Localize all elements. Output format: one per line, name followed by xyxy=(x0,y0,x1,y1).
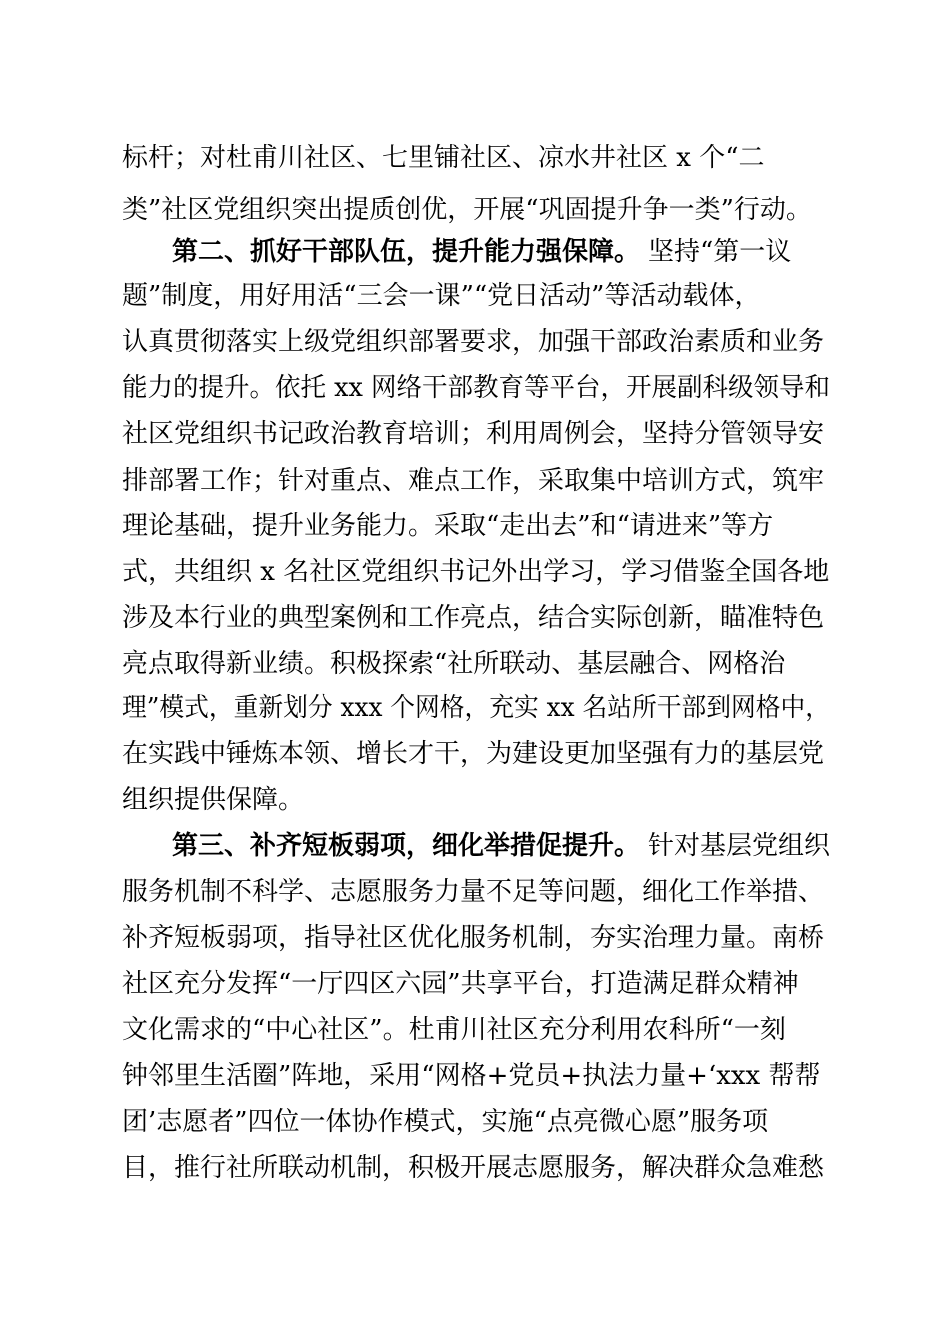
text-line-content: 服务机制不科学、志愿服务力量不足等问题，细化工作举措、 xyxy=(122,877,825,907)
text-line xyxy=(0,546,950,598)
text-line xyxy=(0,866,950,918)
section-heading: 第二、抓好干部队伍，提升能力强保障。 xyxy=(172,237,641,267)
text-line-content: 认真贯彻落实上级党组织部署要求，加强干部政治素质和业务 xyxy=(122,327,825,357)
text-line-content: 社区党组织书记政治教育培训；利用周例会，坚持分管领导安 xyxy=(122,419,825,449)
text-line xyxy=(0,362,950,414)
text-line-content: 针对基层党组织 xyxy=(648,831,830,861)
text-line-content: 能力的提升。依托 xx 网络干部教育等平台，开展副科级领导和 xyxy=(122,373,830,403)
text-line xyxy=(0,270,950,322)
text-line-content: 排部署工作；针对重点、难点工作，采取集中培训方式，筑牢 xyxy=(122,466,825,496)
text-line-content: 社区充分发挥“一厅四区六园”共享平台，打造满足群众精神 xyxy=(122,969,799,999)
text-line xyxy=(0,1004,950,1056)
text-line xyxy=(0,728,950,780)
text-line-content: 式，共组织 x 名社区党组织书记外出学习，学习借鉴全国各地 xyxy=(122,557,830,587)
text-line xyxy=(0,408,950,460)
text-line-content: 在实践中锤炼本领、增长才干，为建设更加坚强有力的基层党 xyxy=(122,739,825,769)
text-line xyxy=(0,132,950,184)
section-heading: 第三、补齐短板弱项，细化举措促提升。 xyxy=(172,831,641,861)
text-line-content: 标杆；对杜甫川社区、七里铺社区、凉水井社区 x 个“二 xyxy=(122,143,765,173)
text-line xyxy=(0,912,950,964)
text-line xyxy=(0,774,950,826)
text-line xyxy=(0,1142,950,1194)
text-line xyxy=(0,1096,950,1148)
text-line xyxy=(0,1050,950,1102)
text-line xyxy=(0,500,950,552)
text-line xyxy=(0,592,950,644)
text-line-content: 涉及本行业的典型案例和工作亮点，结合实际创新，瞄准特色 xyxy=(122,603,825,633)
text-line xyxy=(0,958,950,1010)
text-line-content: 亮点取得新业绩。积极探索“社所联动、基层融合、网格治 xyxy=(122,649,786,679)
text-line xyxy=(0,682,950,734)
text-line-content: 文化需求的“中心社区”。杜甫川社区充分利用农科所“一刻 xyxy=(122,1015,786,1045)
text-line-content: 题”制度，用好用活“三会一课”“党日活动”等活动载体， xyxy=(122,281,761,311)
text-line-content: 钟邻里生活圈”阵地，采用“网格+党员+执法力量+‘xxx 帮帮 xyxy=(122,1061,821,1091)
text-line-content: 团’志愿者”四位一体协作模式，实施“点亮微心愿”服务项 xyxy=(122,1107,769,1137)
text-line-content: 理论基础，提升业务能力。采取“走出去”和“请进来”等方 xyxy=(122,511,774,541)
text-line-content: 组织提供保障。 xyxy=(122,785,305,815)
text-line-content: 目，推行社所联动机制，积极开展志愿服务，解决群众急难愁 xyxy=(122,1153,825,1183)
text-line-content: 坚持“第一议 xyxy=(648,237,792,267)
section-heading-line xyxy=(0,820,950,872)
text-line-content: 补齐短板弱项，指导社区优化服务机制，夯实治理力量。南桥 xyxy=(122,923,825,953)
text-line-content: 理”模式，重新划分 xxx 个网格，充实 xx 名站所干部到网格中， xyxy=(122,693,830,723)
text-line xyxy=(0,316,950,368)
text-line-content: 类”社区党组织突出提质创优，开展“巩固提升争一类”行动。 xyxy=(122,195,812,225)
